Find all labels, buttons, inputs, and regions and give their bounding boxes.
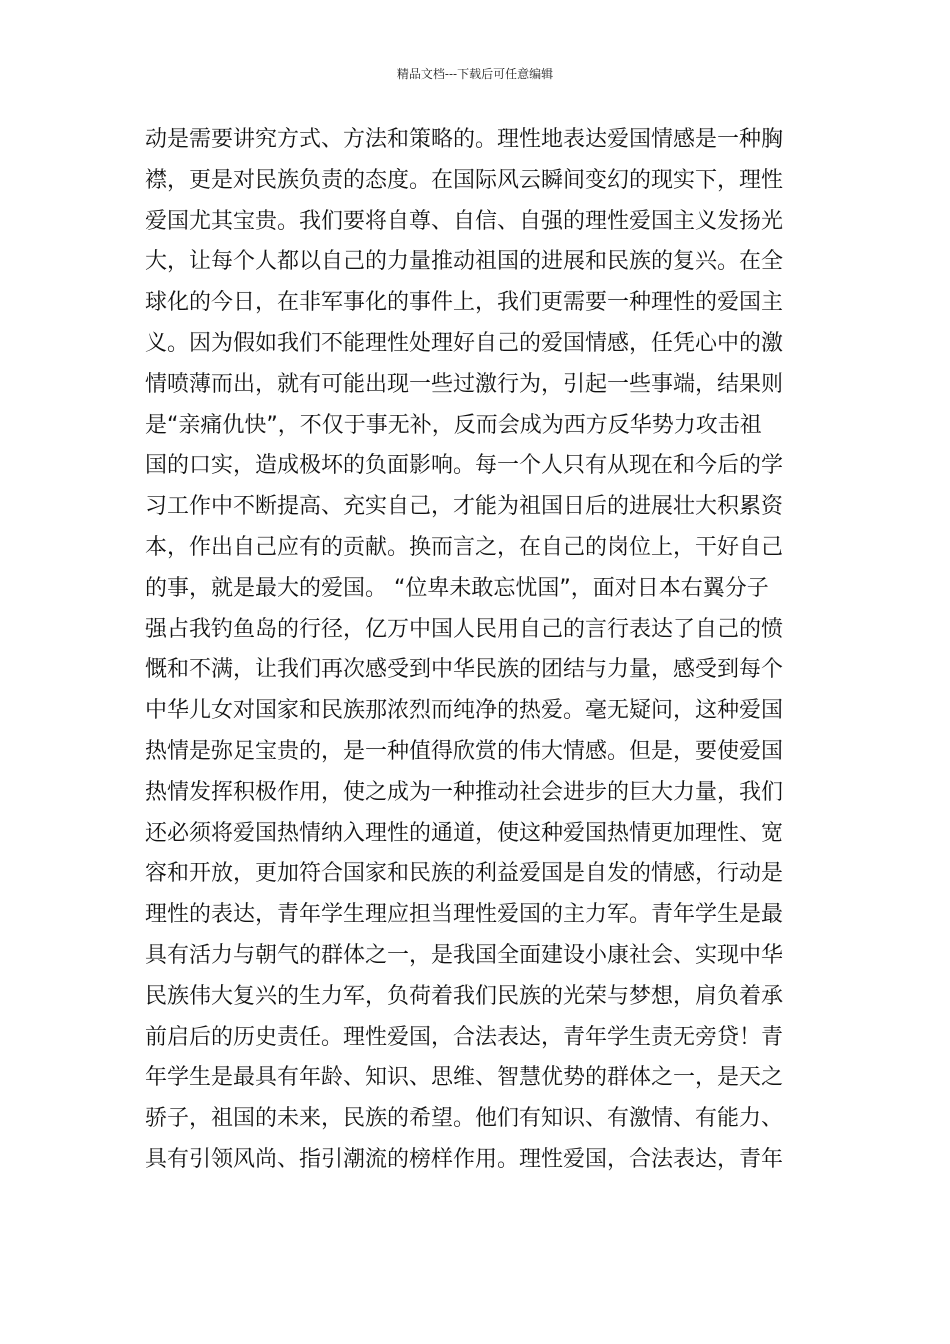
text-line: 民族伟大复兴的生力军，负荷着我们民族的光荣与梦想，肩负着承 xyxy=(145,983,784,1009)
text-line: 是“亲痛仇快”，不仅于事无补，反而会成为西方反华势力攻击祖 xyxy=(145,412,762,438)
page-header: 精品文档---下载后可任意编辑 xyxy=(396,67,554,81)
text-line: 具有引领风尚、指引潮流的榜样作用。理性爱国，合法表达，青年 xyxy=(145,1146,784,1172)
text-line: 大，让每个人都以自己的力量推动祖国的进展和民族的复兴。在全 xyxy=(145,249,784,275)
text-line: 还必须将爱国热情纳入理性的通道，使这种爱国热情更加理性、宽 xyxy=(145,820,784,846)
text-line: 骄子，祖国的未来，民族的希望。他们有知识、有激情、有能力、 xyxy=(145,1106,784,1132)
text-line: 襟，更是对民族负责的态度。在国际风云瞬间变幻的现实下，理性 xyxy=(145,167,784,193)
text-line: 的事，就是最大的爱国。 “位卑未敢忘忧国”，面对日本右翼分子 xyxy=(145,575,769,601)
text-line: 义。因为假如我们不能理性处理好自己的爱国情感，任凭心中的激 xyxy=(145,330,784,356)
text-line: 热情是弥足宝贵的，是一种值得欣赏的伟大情感。但是，要使爱国 xyxy=(145,738,784,764)
text-line: 本，作出自己应有的贡献。换而言之，在自己的岗位上，干好自己 xyxy=(145,534,784,560)
text-line: 容和开放，更加符合国家和民族的利益爱国是自发的情感，行动是 xyxy=(145,861,784,887)
text-line: 习工作中不断提高、充实自己，才能为祖国日后的进展壮大积累资 xyxy=(145,494,784,520)
text-line: 热情发挥积极作用，使之成为一种推动社会进步的巨大力量，我们 xyxy=(145,779,784,805)
text-line: 前启后的历史责任。理性爱国，合法表达，青年学生责无旁贷！青 xyxy=(145,1024,784,1050)
text-line: 具有活力与朝气的群体之一，是我国全面建设小康社会、实现中华 xyxy=(145,942,784,968)
text-line: 情喷薄而出，就有可能出现一些过激行为，引起一些事端，结果则 xyxy=(145,371,784,397)
text-line: 年学生是最具有年龄、知识、思维、智慧优势的群体之一，是天之 xyxy=(145,1065,784,1091)
text-line: 慨和不满，让我们再次感受到中华民族的团结与力量，感受到每个 xyxy=(145,657,784,683)
text-line: 动是需要讲究方式、方法和策略的。理性地表达爱国情感是一种胸 xyxy=(145,127,784,152)
body-text xyxy=(145,120,815,1181)
text-line: 爱国尤其宝贵。我们要将自尊、自信、自强的理性爱国主义发扬光 xyxy=(145,208,784,234)
text-line: 理性的表达，青年学生理应担当理性爱国的主力军。青年学生是最 xyxy=(145,902,784,928)
text-line: 国的口实，造成极坏的负面影响。每一个人只有从现在和今后的学 xyxy=(145,453,784,479)
text-line: 球化的今日，在非军事化的事件上，我们更需要一种理性的爱国主 xyxy=(145,290,784,316)
text-line: 中华儿女对国家和民族那浓烈而纯净的热爱。毫无疑问，这种爱国 xyxy=(145,698,784,724)
text-line: 强占我钓鱼岛的行径，亿万中国人民用自己的言行表达了自己的愤 xyxy=(145,616,784,642)
